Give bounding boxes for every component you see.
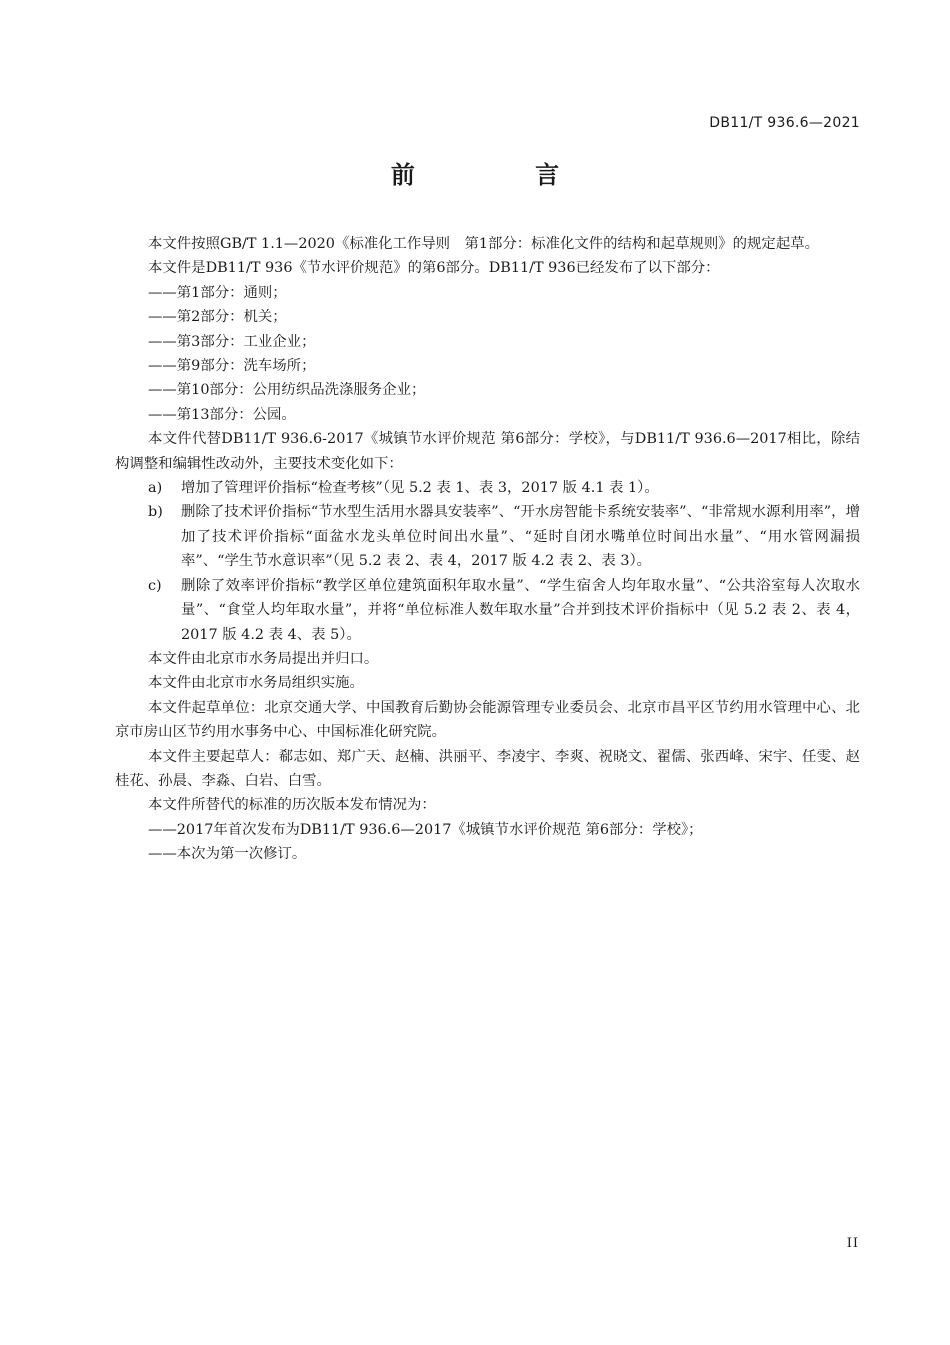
list-item: ——第10部分：公用纺织品洗涤服务企业； [148,382,426,399]
change-label: a) [148,480,163,497]
list-item: ——2017年首次发布为DB11/T 936.6—2017《城镇节水评价规范 第6部分：学校》； [148,821,703,838]
page-number: II [846,1236,859,1251]
list-item: ——第3部分：工业企业； [148,333,316,350]
change-text: 删除了效率评价指标“教学区单位建筑面积年取水量”、“学生宿舍人均年取水量”、“公共浴室每人次取水量”、“食堂人均年取水量”，并将“单位标准人数年取水量”合并到技术评价指标中（见 5.2 表 2、表 4，2017 版 4.2 表 4、表 5）。 [181,577,860,643]
list-item: ——本次为第一次修订。 [148,846,307,863]
change-label: c) [148,577,162,594]
change-text: 删除了技术评价指标“节水型生活用水器具安装率”、“开水房智能卡系统安装率”、“非常规水源利用率”，增加了技术评价指标“面盆水龙头单位时间出水量”、“延时自闭水嘴单位时间出水量”、“用水管网漏损率”、“学生节水意识率”（见 5.2 表 2、表 4，2017 版 4.2 表 2、表 3）。 [181,504,860,570]
paragraph-basis: 本文件按照GB/T 1.1—2020《标准化工作导则 第1部分：标准化文件的结构和起草规则》的规定起草。 [148,236,819,252]
change-item-c [115,574,860,647]
paragraph-implementer: 本文件由北京市水务局组织实施。 [148,675,364,692]
paragraph-drafters: 本文件主要起草人：郗志如、郑广天、赵楠、洪丽平、李凌宇、李爽、祝晓文、翟儒、张西峰、宋宇、任雯、赵桂花、孙晨、李淼、白岩、白雪。 [115,748,860,789]
paragraph-replaces: 本文件代替DB11/T 936.6-2017《城镇节水评价规范 第6部分：学校》，与DB11/T 936.6—2017相比，除结构调整和编辑性改动外，主要技术变化如下： [115,431,860,472]
change-label: b) [148,504,163,521]
page-title: 前 言 [390,161,616,189]
paragraph-series: 本文件是DB11/T 936《节水评价规范》的第6部分。DB11/T 936已经发布了以下部分： [148,260,720,277]
list-item: ——第9部分：洗车场所； [148,358,316,375]
paragraph-proposer: 本文件由北京市水务局提出并归口。 [148,650,379,667]
list-item: ——第2部分：机关； [148,309,287,326]
list-item: ——第1部分：通则； [148,284,287,301]
document-code: DB11/T 936.6—2021 [709,115,860,131]
paragraph-history-intro: 本文件所替代的标准的历次版本发布情况为： [148,797,436,814]
change-text: 增加了管理评价指标“检查考核”（见 5.2 表 1、表 3，2017 版 4.1 表 1）。 [181,480,659,497]
paragraph-drafting-units: 本文件起草单位：北京交通大学、中国教育后勤协会能源管理专业委员会、北京市昌平区节约用水管理中心、北京市房山区节约用水事务中心、中国标准化研究院。 [115,699,860,741]
change-item-b [115,500,860,573]
change-item-a [115,476,860,500]
document-body [115,232,860,867]
list-item: ——第13部分：公园。 [148,406,296,423]
